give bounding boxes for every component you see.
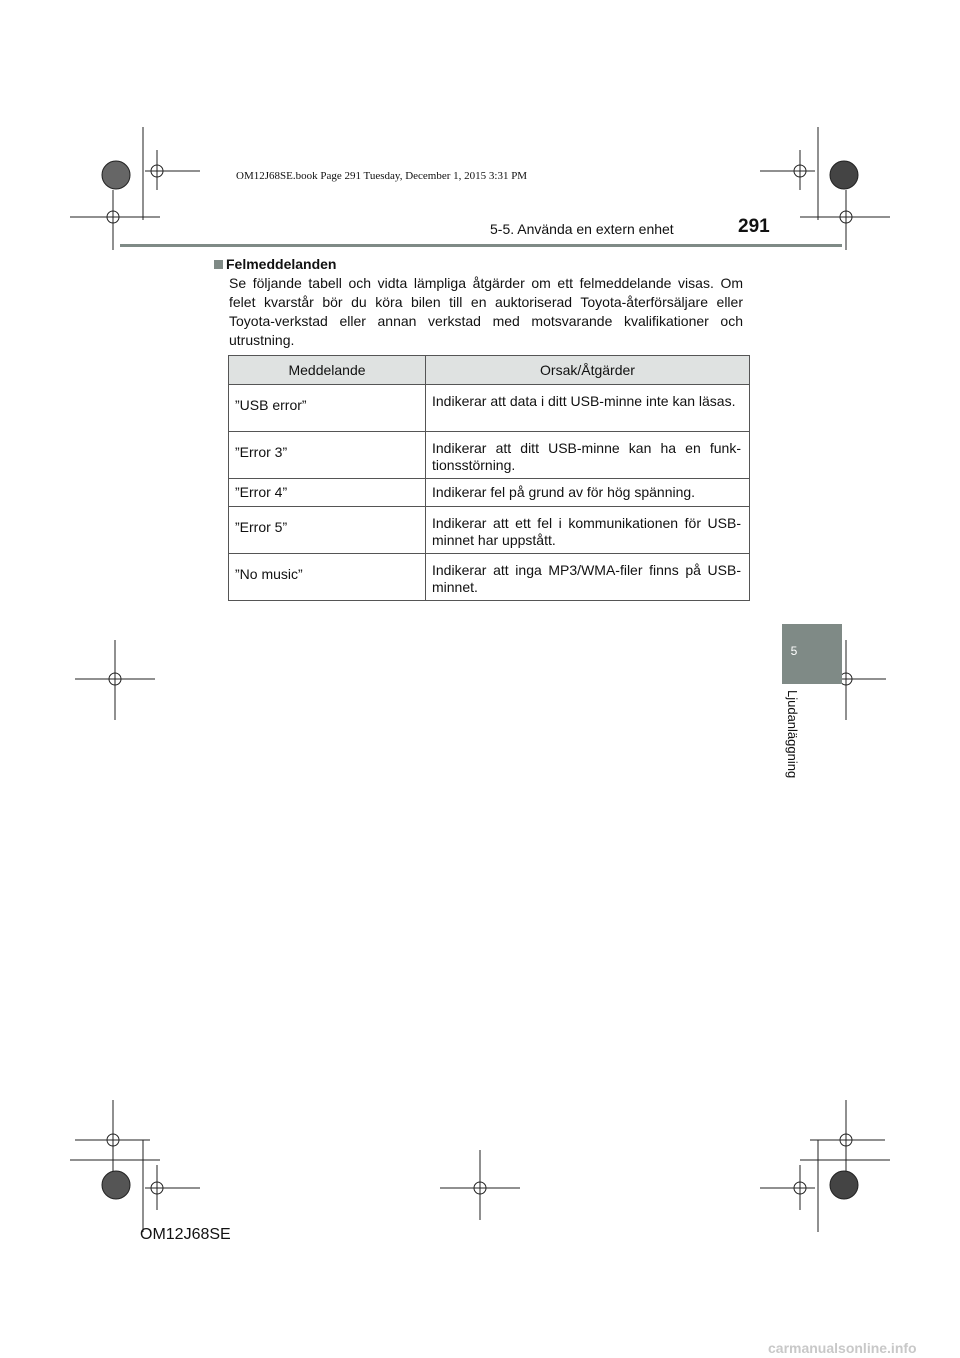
message-cell: ”Error 4” xyxy=(229,479,426,507)
column-header-message: Meddelande xyxy=(229,356,426,385)
table-header-row xyxy=(229,356,750,385)
action-cell: Indikerar att ett fel i kommunikationen för USB-minnet har uppstått. xyxy=(426,507,750,554)
book-info: OM12J68SE.book Page 291 Tuesday, December 1, 2015 3:31 PM xyxy=(236,170,528,182)
header-rule xyxy=(120,244,842,247)
action-cell: Indikerar att data i ditt USB-minne inte kan läsas. xyxy=(426,385,750,432)
action-cell: Indikerar att inga MP3/WMA-filer finns på USB-minnet. xyxy=(426,554,750,601)
error-message-table xyxy=(228,355,750,601)
chapter-section-title: 5-5. Använda en extern enhet xyxy=(490,221,674,237)
section-heading xyxy=(214,256,336,272)
section-heading-text: Felmeddelanden xyxy=(226,256,337,272)
column-header-action: Orsak/Åtgärder xyxy=(426,356,750,385)
message-cell: ”Error 3” xyxy=(229,432,426,479)
page-number: 291 xyxy=(738,216,770,237)
chapter-tab-label: Ljudanläggning xyxy=(785,690,800,779)
chapter-tab-number: 5 xyxy=(790,644,798,658)
message-cell: ”No music” xyxy=(229,554,426,601)
action-cell: Indikerar att ditt USB-minne kan ha en funk-tionsstörning. xyxy=(426,432,750,479)
watermark: carmanualsonline.info xyxy=(768,1340,917,1356)
manual-code: OM12J68SE xyxy=(140,1226,231,1243)
table-row xyxy=(229,507,750,554)
square-bullet-icon xyxy=(214,260,223,269)
table-row xyxy=(229,432,750,479)
message-cell: ”Error 5” xyxy=(229,507,426,554)
table-row xyxy=(229,385,750,432)
table-row xyxy=(229,554,750,601)
table-row xyxy=(229,479,750,507)
action-cell: Indikerar fel på grund av för hög spänning. xyxy=(426,479,750,507)
message-cell: ”USB error” xyxy=(229,385,426,432)
intro-paragraph: Se följande tabell och vidta lämpliga åtgärder om ett felmeddelande visas. Om felet kvarstår bör du köra bilen till en auktoriserad Toyota-återförsäljare eller Toyota-verkstad eller annan verkstad med motsvarande kvalifikationer och utrustning. xyxy=(229,275,743,348)
